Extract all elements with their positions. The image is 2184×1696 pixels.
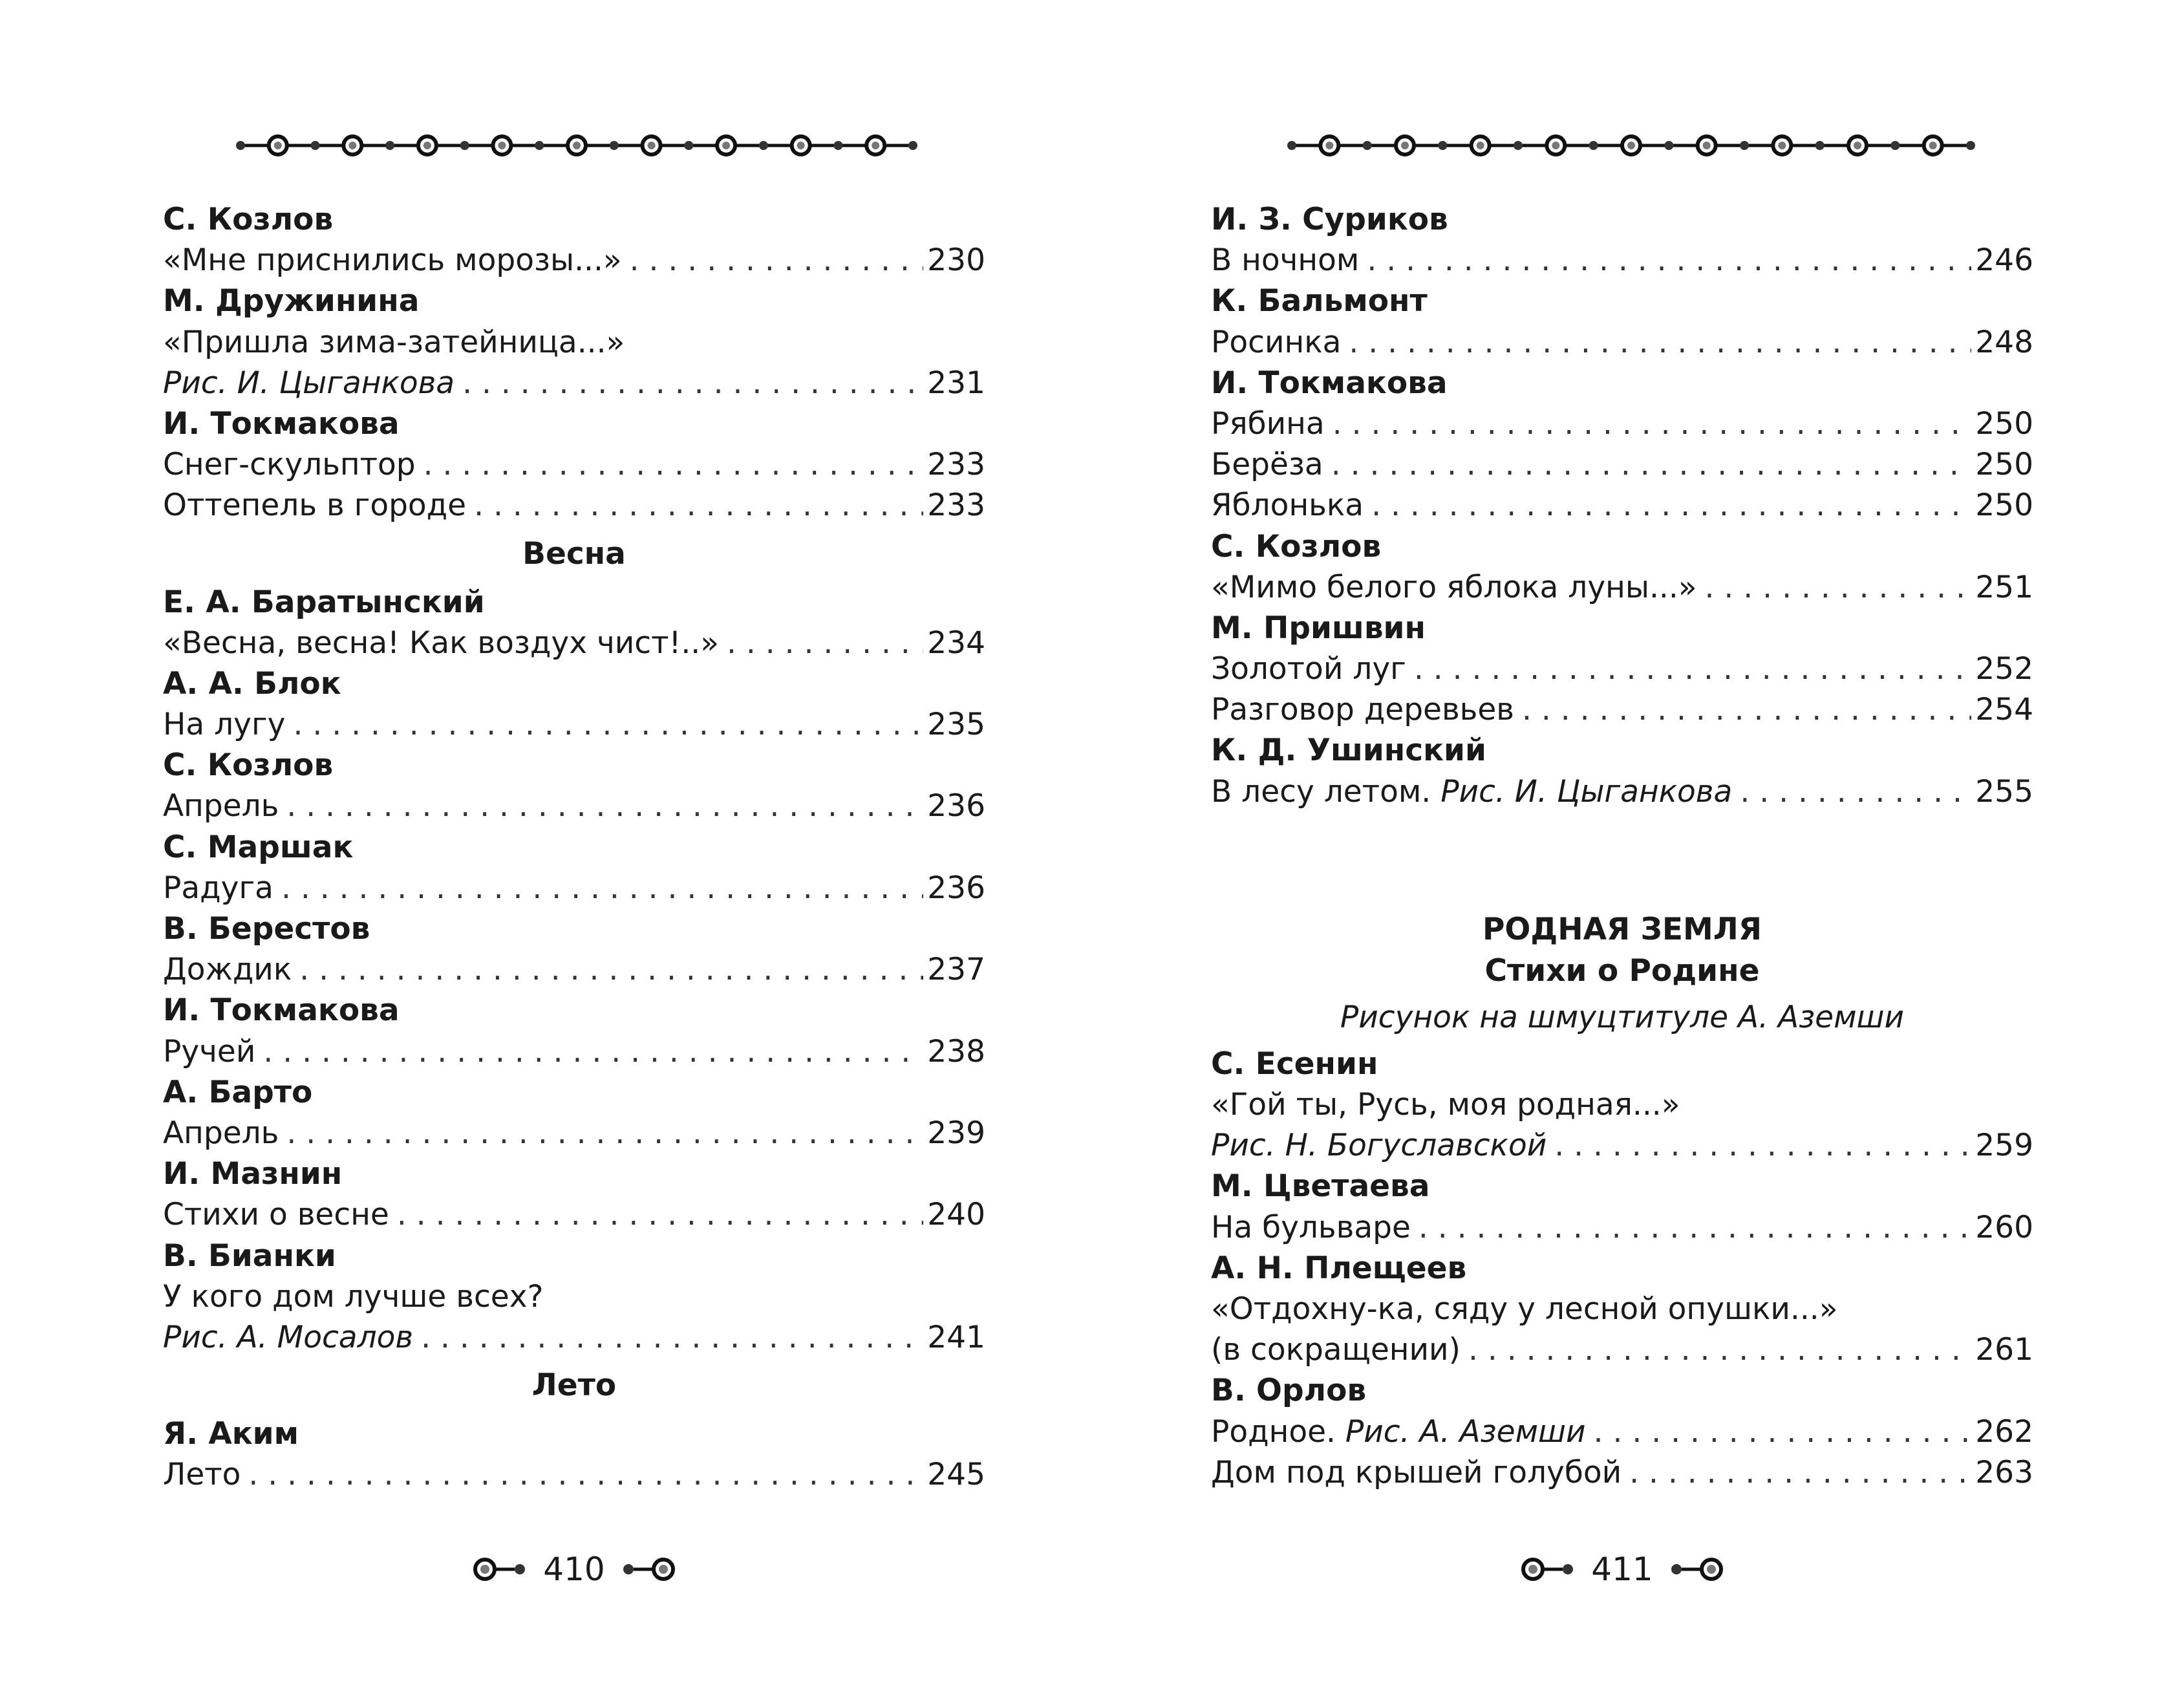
page-ref: 262	[1975, 1413, 2033, 1450]
small-bead	[460, 141, 469, 150]
page-ref: 239	[927, 1115, 985, 1151]
page-ref: 245	[927, 1457, 985, 1493]
toc-entry[interactable]	[1211, 1125, 2033, 1166]
entry-title	[163, 1454, 241, 1495]
small-bead	[1438, 141, 1447, 150]
entry-title-text: «Мимо белого яблока луны...»	[1211, 569, 1697, 605]
small-bead	[1363, 141, 1372, 150]
toc-entry[interactable]	[1211, 567, 2033, 608]
page-ref: 250	[1975, 405, 2033, 442]
toc-entry[interactable]	[1211, 403, 2033, 444]
small-bead	[908, 141, 917, 150]
author-name: С. Маршак	[163, 829, 354, 865]
page-ref: 260	[1975, 1209, 2033, 1245]
toc-entry[interactable]	[1211, 771, 2033, 812]
page-footer	[1211, 1547, 2033, 1592]
work-title: «Гой ты, Русь, моя родная...»	[1211, 1087, 1680, 1122]
small-bead	[1514, 141, 1523, 150]
toc-entry[interactable]	[163, 485, 985, 526]
dot-leader	[1468, 1329, 1971, 1370]
small-bead	[385, 141, 394, 150]
dot-leader	[263, 1031, 923, 1072]
entry-title	[1211, 649, 1406, 689]
dot-leader	[1349, 322, 1971, 363]
small-bead	[1664, 141, 1673, 150]
entry-title-text: Снег-скульптор	[163, 447, 416, 483]
toc-entry[interactable]	[163, 363, 985, 403]
entry-title	[163, 1113, 279, 1154]
author-name: В. Орлов	[1211, 1373, 1367, 1409]
entry-title	[163, 1317, 413, 1358]
author-name: И. З. Суриков	[1211, 202, 1448, 237]
dot-leader	[1740, 771, 1971, 812]
entry-title-text: Дом под крышей голубой	[1211, 1454, 1622, 1490]
dot-leader	[1522, 689, 1971, 730]
page-ref: 236	[927, 870, 985, 906]
toc-entry[interactable]	[163, 240, 985, 281]
entry-title	[1211, 1125, 1547, 1166]
dot-leader	[421, 1317, 923, 1358]
page-ref: 254	[1975, 692, 2033, 728]
page-ref: 241	[927, 1319, 985, 1355]
footer-ornament-right	[617, 1556, 676, 1582]
toc-entry[interactable]	[163, 1031, 985, 1072]
footer-ornament-left	[1520, 1556, 1579, 1582]
small-bead	[1815, 141, 1825, 150]
toc-entry[interactable]	[163, 623, 985, 663]
toc-entry[interactable]	[163, 1454, 985, 1495]
footer-ornament-left	[472, 1556, 531, 1582]
small-bead	[311, 141, 320, 150]
bead-core	[1703, 142, 1711, 149]
bead-core	[423, 142, 431, 149]
entry-title-text: Радуга	[163, 870, 273, 906]
page-ref: 235	[927, 707, 985, 743]
entry-title	[1211, 1412, 1586, 1452]
dot-leader	[1419, 1207, 1971, 1248]
bead-core	[1401, 142, 1409, 149]
entry-title	[1211, 1329, 1461, 1370]
entry-title	[163, 485, 466, 526]
author-name: И. Мазнин	[163, 1156, 343, 1192]
entry-title	[1211, 444, 1323, 485]
page-ref: 252	[1975, 651, 2033, 687]
dot-leader	[1554, 1125, 1971, 1166]
small-bead	[610, 141, 619, 150]
author-name: В. Бианки	[163, 1238, 336, 1274]
page-ref: 263	[1975, 1454, 2033, 1490]
dot-leader	[1594, 1412, 1972, 1452]
left-page	[163, 0, 985, 1696]
page-ref: 250	[1975, 488, 2033, 524]
bead-core	[1627, 142, 1635, 149]
entry-title-text: В ночном	[1211, 242, 1360, 279]
dot-leader	[630, 240, 924, 281]
entry-title-text: На лугу	[163, 707, 286, 743]
header-ornament	[1285, 133, 1977, 158]
right-page	[1211, 0, 2033, 1696]
entry-title	[1211, 1452, 1622, 1493]
dot-leader	[423, 444, 924, 485]
entry-title	[1211, 485, 1364, 526]
part-heading: РОДНАЯ ЗЕМЛЯ	[1482, 911, 1762, 947]
section-heading: Лето	[531, 1368, 617, 1404]
footer-ornament-right	[1665, 1556, 1724, 1582]
bead-core	[872, 142, 879, 149]
dot-leader	[293, 704, 923, 745]
spacer	[1211, 812, 2033, 909]
author-name: А. А. Блок	[163, 665, 341, 702]
bead-core	[498, 142, 506, 149]
toc-list-left	[163, 199, 985, 1495]
entry-title	[163, 240, 622, 281]
entry-title	[1211, 771, 1732, 812]
author-name: А. Барто	[163, 1074, 313, 1110]
entry-title	[163, 1031, 255, 1072]
bead-core	[797, 142, 805, 149]
toc-entry[interactable]	[163, 786, 985, 826]
author-name: С. Есенин	[1211, 1046, 1378, 1082]
toc-entry[interactable]	[1211, 689, 2033, 730]
small-bead	[759, 141, 768, 150]
dot-leader	[474, 485, 923, 526]
work-title: «Пришла зима-затейница...»	[163, 324, 625, 360]
page-ref: 233	[927, 488, 985, 524]
dot-leader	[299, 949, 923, 990]
author-name: А. Н. Плещеев	[1211, 1250, 1467, 1286]
page-number: 411	[1591, 1551, 1653, 1588]
bead-core	[348, 142, 356, 149]
dot-leader	[397, 1194, 923, 1235]
author-name: С. Козлов	[1211, 528, 1382, 564]
small-bead	[684, 141, 693, 150]
bead-core	[1854, 142, 1861, 149]
dot-leader	[281, 868, 923, 908]
small-bead	[1890, 141, 1900, 150]
toc-entry[interactable]	[1211, 240, 2033, 281]
toc-entry[interactable]	[163, 949, 985, 990]
small-bead	[1966, 141, 1975, 150]
small-bead	[1589, 141, 1598, 150]
entry-title	[163, 786, 279, 826]
entry-title-text: Родное.	[1211, 1413, 1336, 1450]
illustrator-credit: Рис. А. Аземши	[1345, 1413, 1586, 1450]
entry-title-text: (в сокращении)	[1211, 1332, 1461, 1368]
entry-title-text: Лето	[163, 1457, 241, 1493]
author-name: И. Токмакова	[1211, 365, 1448, 401]
work-title: У кого дом лучше всех?	[163, 1278, 544, 1315]
page-ref: 237	[927, 952, 985, 988]
entry-title	[163, 704, 285, 745]
work-title: «Отдохну-ка, сяду у лесной опушки...»	[1211, 1291, 1838, 1327]
page-ref: 248	[1975, 324, 2033, 360]
toc-entry[interactable]	[163, 1317, 985, 1358]
toc-entry[interactable]	[163, 1113, 985, 1154]
dot-leader	[286, 786, 923, 826]
illustration-credit: Рисунок на шмуцтитуле А. Аземши	[1340, 999, 1905, 1035]
page-ref: 233	[927, 447, 985, 483]
small-bead	[1740, 141, 1749, 150]
toc-list-right	[1211, 199, 2033, 1493]
entry-title-text: Дождик	[163, 952, 292, 988]
toc-entry[interactable]	[1211, 322, 2033, 363]
entry-title-text: Ручей	[163, 1033, 256, 1069]
bead-core	[573, 142, 581, 149]
toc-entry[interactable]	[163, 444, 985, 485]
dot-leader	[462, 363, 923, 403]
page-ref: 231	[927, 365, 985, 401]
toc-entry[interactable]	[1211, 649, 2033, 689]
page-footer	[163, 1547, 985, 1592]
page-ref: 261	[1975, 1332, 2033, 1368]
bead-core	[1552, 142, 1559, 149]
dot-leader	[248, 1454, 923, 1495]
entry-title-text: В лесу летом.	[1211, 773, 1431, 810]
dot-leader	[1414, 649, 1971, 689]
entry-title-text: Оттепель в городе	[163, 488, 467, 524]
dot-leader	[727, 623, 923, 663]
page-ref: 246	[1975, 242, 2033, 279]
dot-leader	[1367, 240, 1971, 281]
small-bead	[535, 141, 544, 150]
author-name: С. Козлов	[163, 747, 334, 784]
author-name: В. Берестов	[163, 911, 370, 947]
bead-core	[1325, 142, 1333, 149]
entry-title	[163, 623, 719, 663]
entry-title	[1211, 567, 1697, 608]
entry-title-text: Рябина	[1211, 405, 1325, 442]
entry-title-text: Стихи о весне	[163, 1197, 389, 1233]
entry-title-text: Апрель	[163, 788, 279, 824]
entry-title	[163, 949, 292, 990]
page-ref: 238	[927, 1033, 985, 1069]
entry-title	[1211, 240, 1359, 281]
entry-title	[1211, 689, 1514, 730]
entry-title-text: На бульваре	[1211, 1209, 1411, 1245]
page-ref: 259	[1975, 1128, 2033, 1164]
page-ref: 230	[927, 242, 985, 279]
entry-title	[1211, 322, 1341, 363]
dot-leader	[1705, 567, 1972, 608]
part-subheading: Стихи о Родине	[1484, 952, 1760, 989]
bead-core	[1778, 142, 1786, 149]
toc-entry[interactable]	[1211, 1207, 2033, 1248]
small-bead	[236, 141, 245, 150]
bead-core	[274, 142, 282, 149]
page-number: 410	[543, 1551, 605, 1588]
small-bead	[1287, 141, 1296, 150]
page-ref: 234	[927, 625, 985, 661]
small-bead	[833, 141, 842, 150]
toc-entry[interactable]	[163, 868, 985, 908]
toc-entry[interactable]	[163, 704, 985, 745]
page-ref: 255	[1975, 773, 2033, 810]
entry-title-text: Апрель	[163, 1115, 279, 1151]
toc-entry[interactable]	[163, 1194, 985, 1235]
author-name: Я. Аким	[163, 1416, 299, 1452]
illustrator-credit: Рис. Н. Богуславской	[1211, 1128, 1547, 1164]
author-name: М. Цветаева	[1211, 1168, 1430, 1205]
dot-leader	[1333, 403, 1972, 444]
entry-title	[1211, 1207, 1411, 1248]
bead-core	[1929, 142, 1937, 149]
entry-title-text: Яблонька	[1211, 488, 1364, 524]
header-ornament	[234, 133, 919, 158]
page-ref: 236	[927, 788, 985, 824]
dot-leader	[286, 1113, 923, 1154]
author-name: К. Д. Ушинский	[1211, 733, 1486, 769]
author-name: Е. А. Баратынский	[163, 584, 485, 620]
entry-title	[163, 444, 416, 485]
toc-entry[interactable]	[1211, 485, 2033, 526]
author-name: С. Козлов	[163, 202, 334, 237]
bead-chain-ornament	[234, 133, 919, 158]
entry-title	[163, 868, 273, 908]
bead-chain-ornament	[1285, 133, 1977, 158]
entry-title	[1211, 403, 1325, 444]
illustrator-credit: Рис. И. Цыганкова	[163, 365, 455, 401]
toc-entry[interactable]	[1211, 1329, 2033, 1370]
bead-core	[1477, 142, 1484, 149]
author-name: М. Дружинина	[163, 283, 420, 319]
toc-entry[interactable]	[1211, 1412, 2033, 1452]
author-name: И. Токмакова	[163, 405, 400, 442]
dot-leader	[1629, 1452, 1971, 1493]
toc-entry[interactable]	[1211, 444, 2033, 485]
page-ref: 251	[1975, 569, 2033, 605]
entry-title	[163, 363, 455, 403]
page-ref: 250	[1975, 447, 2033, 483]
entry-title	[163, 1194, 389, 1235]
entry-title-text: «Мне приснились морозы...»	[163, 242, 622, 279]
dot-leader	[1331, 444, 1972, 485]
entry-title-text: Разговор деревьев	[1211, 692, 1514, 728]
bead-core	[722, 142, 730, 149]
page-ref: 240	[927, 1197, 985, 1233]
dot-leader	[1371, 485, 1971, 526]
illustrator-credit: Рис. А. Мосалов	[163, 1319, 414, 1355]
illustrator-credit: Рис. И. Цыганкова	[1440, 773, 1733, 810]
entry-title-text: «Весна, весна! Как воздух чист!..»	[163, 625, 719, 661]
entry-title-text: Берёза	[1211, 447, 1323, 483]
bead-core	[648, 142, 656, 149]
author-name: К. Бальмонт	[1211, 283, 1428, 319]
author-name: М. Пришвин	[1211, 610, 1426, 646]
entry-title-text: Золотой луг	[1211, 651, 1406, 687]
toc-entry[interactable]	[1211, 1452, 2033, 1493]
author-name: И. Токмакова	[163, 993, 400, 1029]
section-heading: Весна	[522, 535, 626, 572]
entry-title-text: Росинка	[1211, 324, 1342, 360]
